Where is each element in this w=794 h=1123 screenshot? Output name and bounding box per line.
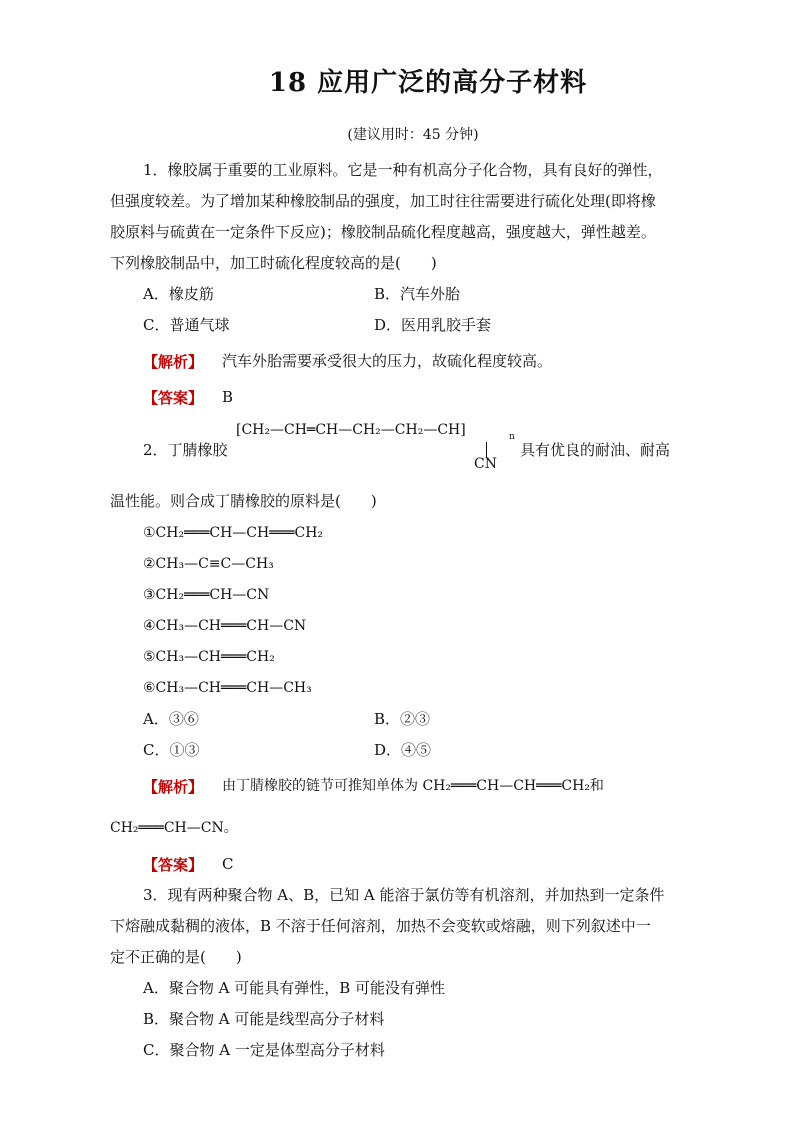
q1-analysis: 汽车外胎需要承受很大的压力，故硫化程度较高。: [222, 352, 553, 370]
q1-option-a: A．橡皮筋: [143, 285, 214, 303]
q2-answer: C: [222, 855, 234, 873]
q2-option-c: C．①③: [143, 741, 200, 759]
q1-line3: 胶原料与硫黄在一定条件下反应)；橡胶制品硫化程度越高，强度越大，弹性越差。: [110, 223, 656, 241]
q3-option-b: B．聚合物 A 可能是线型高分子材料: [143, 1010, 385, 1028]
q2-line2: 温性能。则合成丁腈橡胶的原料是( ): [110, 492, 377, 510]
q1-line2: 但强度较差。为了增加某种橡胶制品的强度，加工时往往需要进行硫化处理(即将橡: [110, 192, 656, 210]
page-title: 18 应用广泛的高分子材料: [268, 68, 588, 98]
q2-tail: 具有优良的耐油、耐高: [520, 441, 671, 459]
q2-item-1: ①CH₂═══CH—CH═══CH₂: [143, 525, 324, 541]
q2-analysis-tag: 【解析】: [143, 778, 204, 796]
q3-line2: 下熔融成黏稠的液体，B 不溶于任何溶剂，加热不会变软或熔融，则下列叙述中一: [110, 917, 651, 935]
q2-item-6: ⑥CH₃—CH═══CH—CH₃: [143, 680, 312, 696]
q3-option-c: C．聚合物 A 一定是体型高分子材料: [143, 1041, 385, 1059]
q2-option-b: B．②③: [374, 710, 431, 728]
q1-line1: 1．橡胶属于重要的工业原料。它是一种有机高分子化合物，具有良好的弹性，: [143, 161, 663, 179]
q2-analysis-cont: CH₂═══CH—CN。: [110, 820, 238, 836]
polymer-structure: [236, 422, 516, 478]
q1-answer: B: [222, 388, 234, 406]
q1-analysis-tag: 【解析】: [143, 353, 204, 371]
q2-option-a: A．③⑥: [143, 710, 199, 728]
q2-analysis: 由丁腈橡胶的链节可推知单体为 CH₂═══CH—CH═══CH₂和: [222, 778, 604, 794]
q1-option-d: D．医用乳胶手套: [374, 316, 492, 334]
q2-answer-tag: 【答案】: [143, 856, 204, 874]
q2-lead: 2．丁腈橡胶: [143, 441, 228, 459]
page-subtitle: (建议用时：45 分钟): [347, 127, 479, 143]
q3-line1: 3．现有两种聚合物 A、B，已知 A 能溶于氯仿等有机溶剂，并加热到一定条件: [143, 886, 665, 904]
q1-option-b: B．汽车外胎: [374, 285, 461, 303]
q1-answer-tag: 【答案】: [143, 389, 204, 407]
q1-option-c: C．普通气球: [143, 316, 230, 334]
q2-item-2: ②CH₃—C≡C—CH₃: [143, 556, 274, 572]
q3-option-a: A．聚合物 A 可能具有弹性，B 可能没有弹性: [143, 979, 445, 997]
q3-line3: 定不正确的是( ): [110, 948, 242, 966]
q2-item-5: ⑤CH₃—CH═══CH₂: [143, 649, 275, 665]
polymer-branch-cn: CN: [474, 456, 497, 472]
polymer-repeat-n: n: [509, 432, 515, 442]
q2-option-d: D．④⑤: [374, 741, 432, 759]
q1-line4: 下列橡胶制品中，加工时硫化程度较高的是( ): [110, 254, 437, 272]
q2-item-3: ③CH₂═══CH—CN: [143, 587, 270, 603]
polymer-main-chain: [CH₂—CH═CH—CH₂—CH₂—CH]: [236, 422, 466, 438]
q2-item-4: ④CH₃—CH═══CH—CN: [143, 618, 307, 634]
